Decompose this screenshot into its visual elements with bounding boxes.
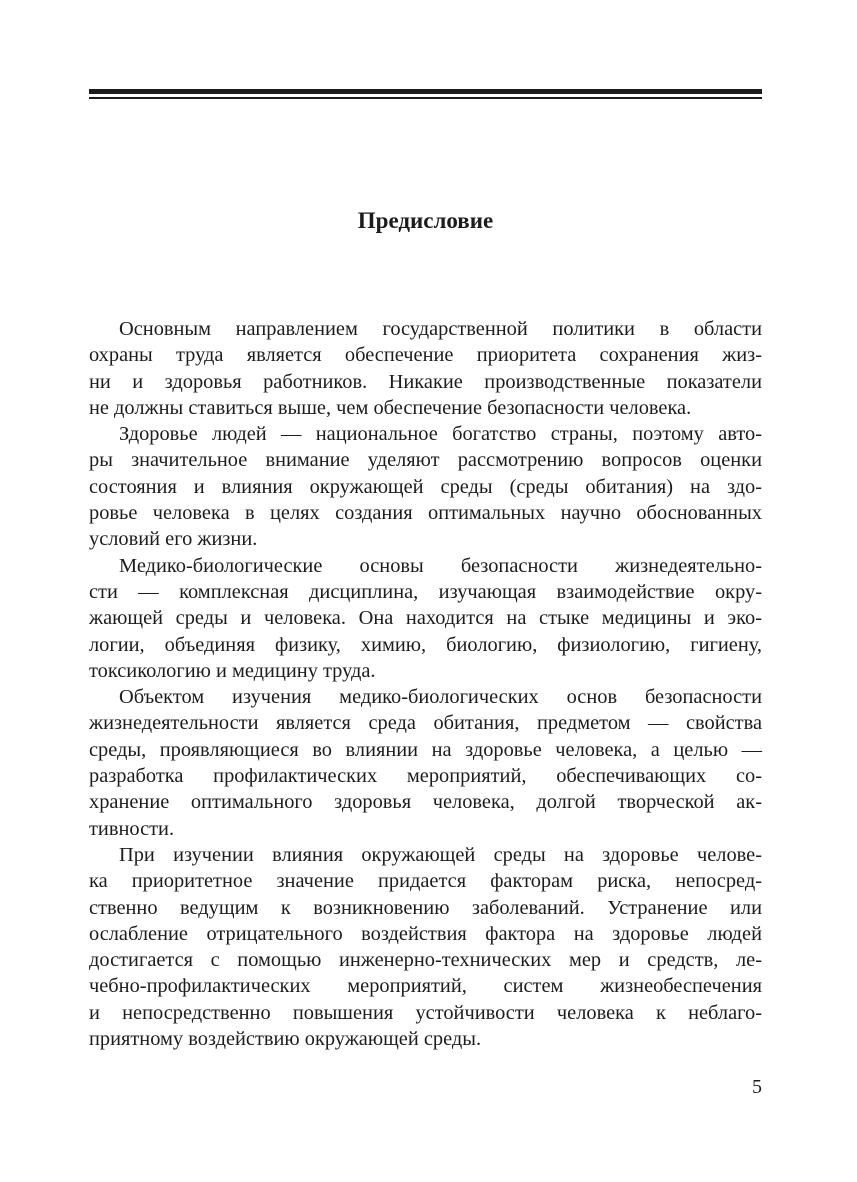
text-line: ка приоритетное значение придается факторам риска, непосред-: [89, 870, 762, 893]
text-line: жающей среды и человека. Она находится на стыке медицины и эко-: [89, 607, 762, 630]
text-line: Медико-биологические основы безопасности жизнедеятельно-: [119, 554, 762, 577]
text-line: хранение оптимального здоровья человека, долгой творческой ак-: [89, 791, 762, 814]
text-line: охраны труда является обеспечение приоритета сохранения жиз-: [89, 344, 762, 367]
text-line: состояния и влияния окружающей среды (среды обитания) на здо-: [89, 475, 762, 498]
paragraph: [89, 684, 762, 842]
text-line: При изучении влияния окружающей среды на здоровье челове-: [119, 843, 762, 866]
text-line: сти — комплексная дисциплина, изучающая взаимодействие окру-: [89, 580, 762, 603]
text-line: разработка профилактических мероприятий, обеспечивающих со-: [89, 765, 762, 788]
text-line: ры значительное внимание уделяют рассмотрению вопросов оценки: [89, 449, 762, 472]
text-line: условий его жизни.: [89, 528, 258, 551]
text-line: жизнедеятельности является среда обитания, предметом — свойства: [89, 712, 762, 735]
paragraph: [89, 842, 762, 1052]
text-line: среды, проявляющиеся во влиянии на здоровье человека, а целью —: [89, 738, 762, 761]
text-line: тивности.: [89, 817, 175, 840]
text-line: и непосредственно повышения устойчивости человека к неблаго-: [89, 1001, 762, 1024]
paragraph: [89, 553, 762, 684]
text-line: Объектом изучения медико-биологических основ безопасности: [119, 686, 762, 709]
header-rule-thin: [89, 97, 762, 99]
paragraph: [89, 421, 762, 552]
text-line: ослабление отрицательного воздействия фактора на здоровье людей: [89, 922, 762, 945]
page-title: Предисловие: [357, 208, 494, 234]
paragraph: [89, 316, 762, 421]
text-line: чебно-профилактических мероприятий, систем жизнеобеспечения: [89, 975, 762, 998]
text-line: не должны ставиться выше, чем обеспечение безопасности человека.: [89, 396, 692, 419]
header-rule-thick: [89, 89, 762, 94]
text-line: ровье человека в целях создания оптимальных научно обоснованных: [89, 502, 762, 525]
body-text: [89, 316, 762, 1052]
text-line: достигается с помощью инженерно-технических мер и средств, ле-: [89, 949, 762, 972]
text-line: логии, объединяя физику, химию, биологию, физиологию, гигиену,: [89, 633, 762, 656]
page-number: 5: [752, 1076, 762, 1098]
text-line: ни и здоровья работников. Никакие производственные показатели: [89, 370, 762, 393]
text-line: Основным направлением государственной политики в области: [119, 318, 762, 340]
text-line: ственно ведущим к возникновению заболеваний. Устранение или: [89, 896, 762, 919]
text-line: токсикологию и медицину труда.: [89, 659, 376, 682]
text-line: приятному воздействию окружающей среды.: [89, 1028, 482, 1051]
text-line: Здоровье людей — национальное богатство страны, поэтому авто-: [119, 423, 762, 446]
